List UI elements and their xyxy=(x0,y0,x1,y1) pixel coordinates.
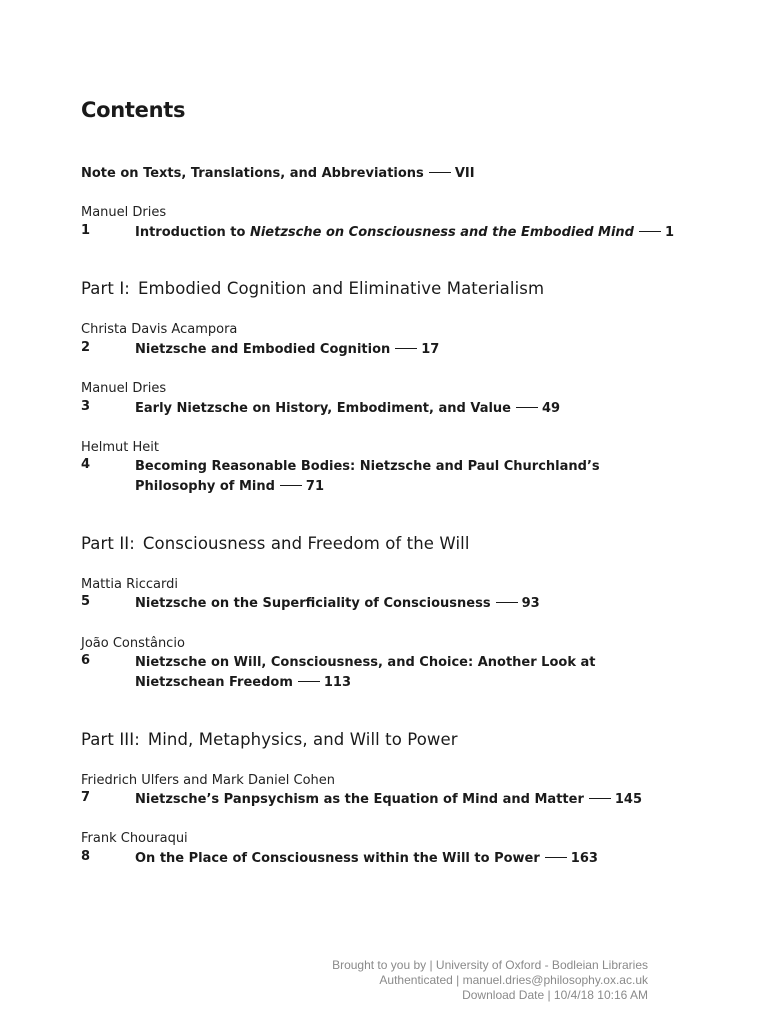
chapter-entry-4[interactable] xyxy=(81,457,600,497)
chapter-number: 6 xyxy=(81,653,91,668)
chapter-title xyxy=(135,340,439,360)
chapter-title-line: Nietzsche and Embodied Cognition xyxy=(135,342,391,357)
chapter-title-line: On the Place of Consciousness within the Will to Power xyxy=(135,851,540,866)
chapter-number: 1 xyxy=(81,223,91,238)
leader-dash xyxy=(639,231,661,232)
chapter-entry-6[interactable] xyxy=(81,653,595,693)
leader-dash xyxy=(429,172,451,173)
chapter-entry-1[interactable] xyxy=(81,223,674,243)
page-title: Contents xyxy=(81,98,186,122)
part-heading-1 xyxy=(81,279,544,298)
chapter-title xyxy=(135,399,560,419)
leader-dash xyxy=(280,485,302,486)
chapter-author: Mattia Riccardi xyxy=(81,577,178,592)
chapter-number: 2 xyxy=(81,340,91,355)
chapter-entry-5[interactable] xyxy=(81,594,540,614)
leader-dash xyxy=(395,348,417,349)
footer-line-authenticated: Authenticated | manuel.dries@philosophy.ox.ac.uk xyxy=(379,973,648,987)
chapter-author: Manuel Dries xyxy=(81,205,167,220)
chapter-title xyxy=(135,223,674,243)
chapter-number: 3 xyxy=(81,399,91,414)
part-title: Consciousness and Freedom of the Will xyxy=(142,534,470,553)
front-matter-entry[interactable] xyxy=(81,166,475,181)
chapter-title-line: Nietzsche’s Panpsychism as the Equation of Mind and Matter xyxy=(135,792,584,807)
chapter-title xyxy=(135,849,598,869)
leader-dash xyxy=(516,407,538,408)
part-title: Mind, Metaphysics, and Will to Power xyxy=(147,730,458,749)
chapter-entry-3[interactable] xyxy=(81,399,560,419)
chapter-number: 8 xyxy=(81,849,91,864)
leader-dash xyxy=(545,857,567,858)
chapter-number: 5 xyxy=(81,594,91,609)
chapter-title xyxy=(135,653,595,693)
front-matter-page: VII xyxy=(454,166,475,181)
chapter-entry-8[interactable] xyxy=(81,849,598,869)
chapter-author: Helmut Heit xyxy=(81,440,159,455)
chapter-author: João Constâncio xyxy=(81,636,185,651)
chapter-title-line: Early Nietzsche on History, Embodiment, and Value xyxy=(135,401,511,416)
chapter-title-italic: Nietzsche on Consciousness and the Embodied Mind xyxy=(249,225,634,240)
chapter-title xyxy=(135,790,642,810)
chapter-title-line: Nietzschean Freedom xyxy=(135,675,293,690)
chapter-page: 1 xyxy=(664,225,675,240)
part-title: Embodied Cognition and Eliminative Materialism xyxy=(137,279,545,298)
footer-line-provider: Brought to you by | University of Oxford - Bodleian Libraries xyxy=(332,958,648,972)
part-label: Part II: xyxy=(81,534,135,553)
chapter-title xyxy=(135,457,600,497)
chapter-title-line: Nietzsche on the Superficiality of Consciousness xyxy=(135,596,491,611)
chapter-title-line: Nietzsche on Will, Consciousness, and Choice: Another Look at xyxy=(135,655,596,670)
part-label: Part I: xyxy=(81,279,130,298)
chapter-page: 49 xyxy=(542,401,561,416)
part-heading-2 xyxy=(81,534,470,553)
chapter-author: Christa Davis Acampora xyxy=(81,322,238,337)
chapter-author: Friedrich Ulfers and Mark Daniel Cohen xyxy=(81,773,336,788)
leader-dash xyxy=(496,602,518,603)
chapter-page: 163 xyxy=(570,851,598,866)
chapter-page: 71 xyxy=(305,479,325,494)
chapter-page: 93 xyxy=(521,596,540,611)
chapter-title-line: Becoming Reasonable Bodies: Nietzsche and Paul Churchland’s xyxy=(135,459,600,474)
chapter-page: 17 xyxy=(421,342,440,357)
front-matter-label: Note on Texts, Translations, and Abbreviations xyxy=(81,166,424,181)
chapter-page: 113 xyxy=(323,675,352,690)
chapter-title-prefix: Introduction to xyxy=(135,225,250,240)
part-heading-3 xyxy=(81,730,458,749)
chapter-page: 145 xyxy=(614,792,643,807)
chapter-title xyxy=(135,594,540,614)
chapter-title-line: Philosophy of Mind xyxy=(135,479,275,494)
footer-line-download-date: Download Date | 10/4/18 10:16 AM xyxy=(462,988,648,1002)
leader-dash xyxy=(298,681,320,682)
leader-dash xyxy=(589,798,611,799)
chapter-number: 4 xyxy=(81,457,91,472)
part-label: Part III: xyxy=(81,730,140,749)
chapter-author: Frank Chouraqui xyxy=(81,831,188,846)
chapter-entry-7[interactable] xyxy=(81,790,642,810)
access-footer xyxy=(332,958,648,1003)
chapter-number: 7 xyxy=(81,790,91,805)
chapter-entry-2[interactable] xyxy=(81,340,439,360)
chapter-author: Manuel Dries xyxy=(81,381,167,396)
